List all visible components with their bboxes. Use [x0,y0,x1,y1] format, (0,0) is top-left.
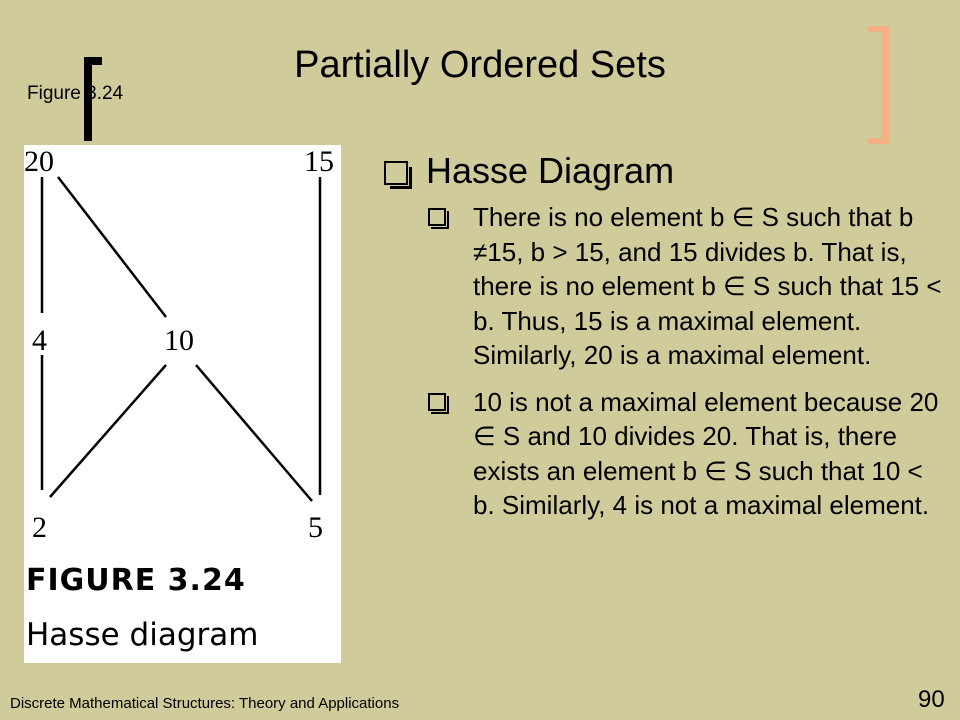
node-2: 2 [32,511,47,544]
page-number: 90 [918,686,945,713]
footer-book-title: Discrete Mathematical Structures: Theory and Applications [10,695,400,712]
node-5: 5 [308,511,323,544]
slide-content [384,150,944,535]
edge-10-2 [50,365,166,497]
node-10: 10 [164,324,194,357]
square-bullet-icon [428,208,446,226]
hasse-diagram-figure [24,145,341,663]
edge-10-5 [196,365,312,501]
list-item [384,200,948,373]
list-item [384,385,948,523]
figure-title-label: Hasse diagram [26,617,259,653]
content-heading: Hasse Diagram [426,150,675,191]
bullet-text: 10 is not a maximal element because 20 ∈ S and 10 divides 20. That is, there exists an element b ∈ S such that 10 < b. Similarly, 4 is not a maximal element. [473,386,939,520]
square-bullet-icon [428,393,446,411]
node-20: 20 [24,145,54,178]
square-bullet-icon [384,161,408,185]
node-4: 4 [32,324,47,357]
hasse-diagram-svg [24,145,341,663]
figure-caption: Figure 3.24 [27,83,124,104]
edge-20-10 [58,177,166,317]
node-15: 15 [304,145,334,178]
heading-bullet [384,150,944,192]
slide-title: Partially Ordered Sets [294,44,666,86]
bullet-text: There is no element b ∈ S such that b ≠15, b > 15, and 15 divides b. That is, there is no element b ∈ S such that 15 < b. Thus, 15 is a maximal element. Similarly, 20 is a maximal element. [473,202,942,370]
figure-number-label: FIGURE 3.24 [26,563,246,598]
